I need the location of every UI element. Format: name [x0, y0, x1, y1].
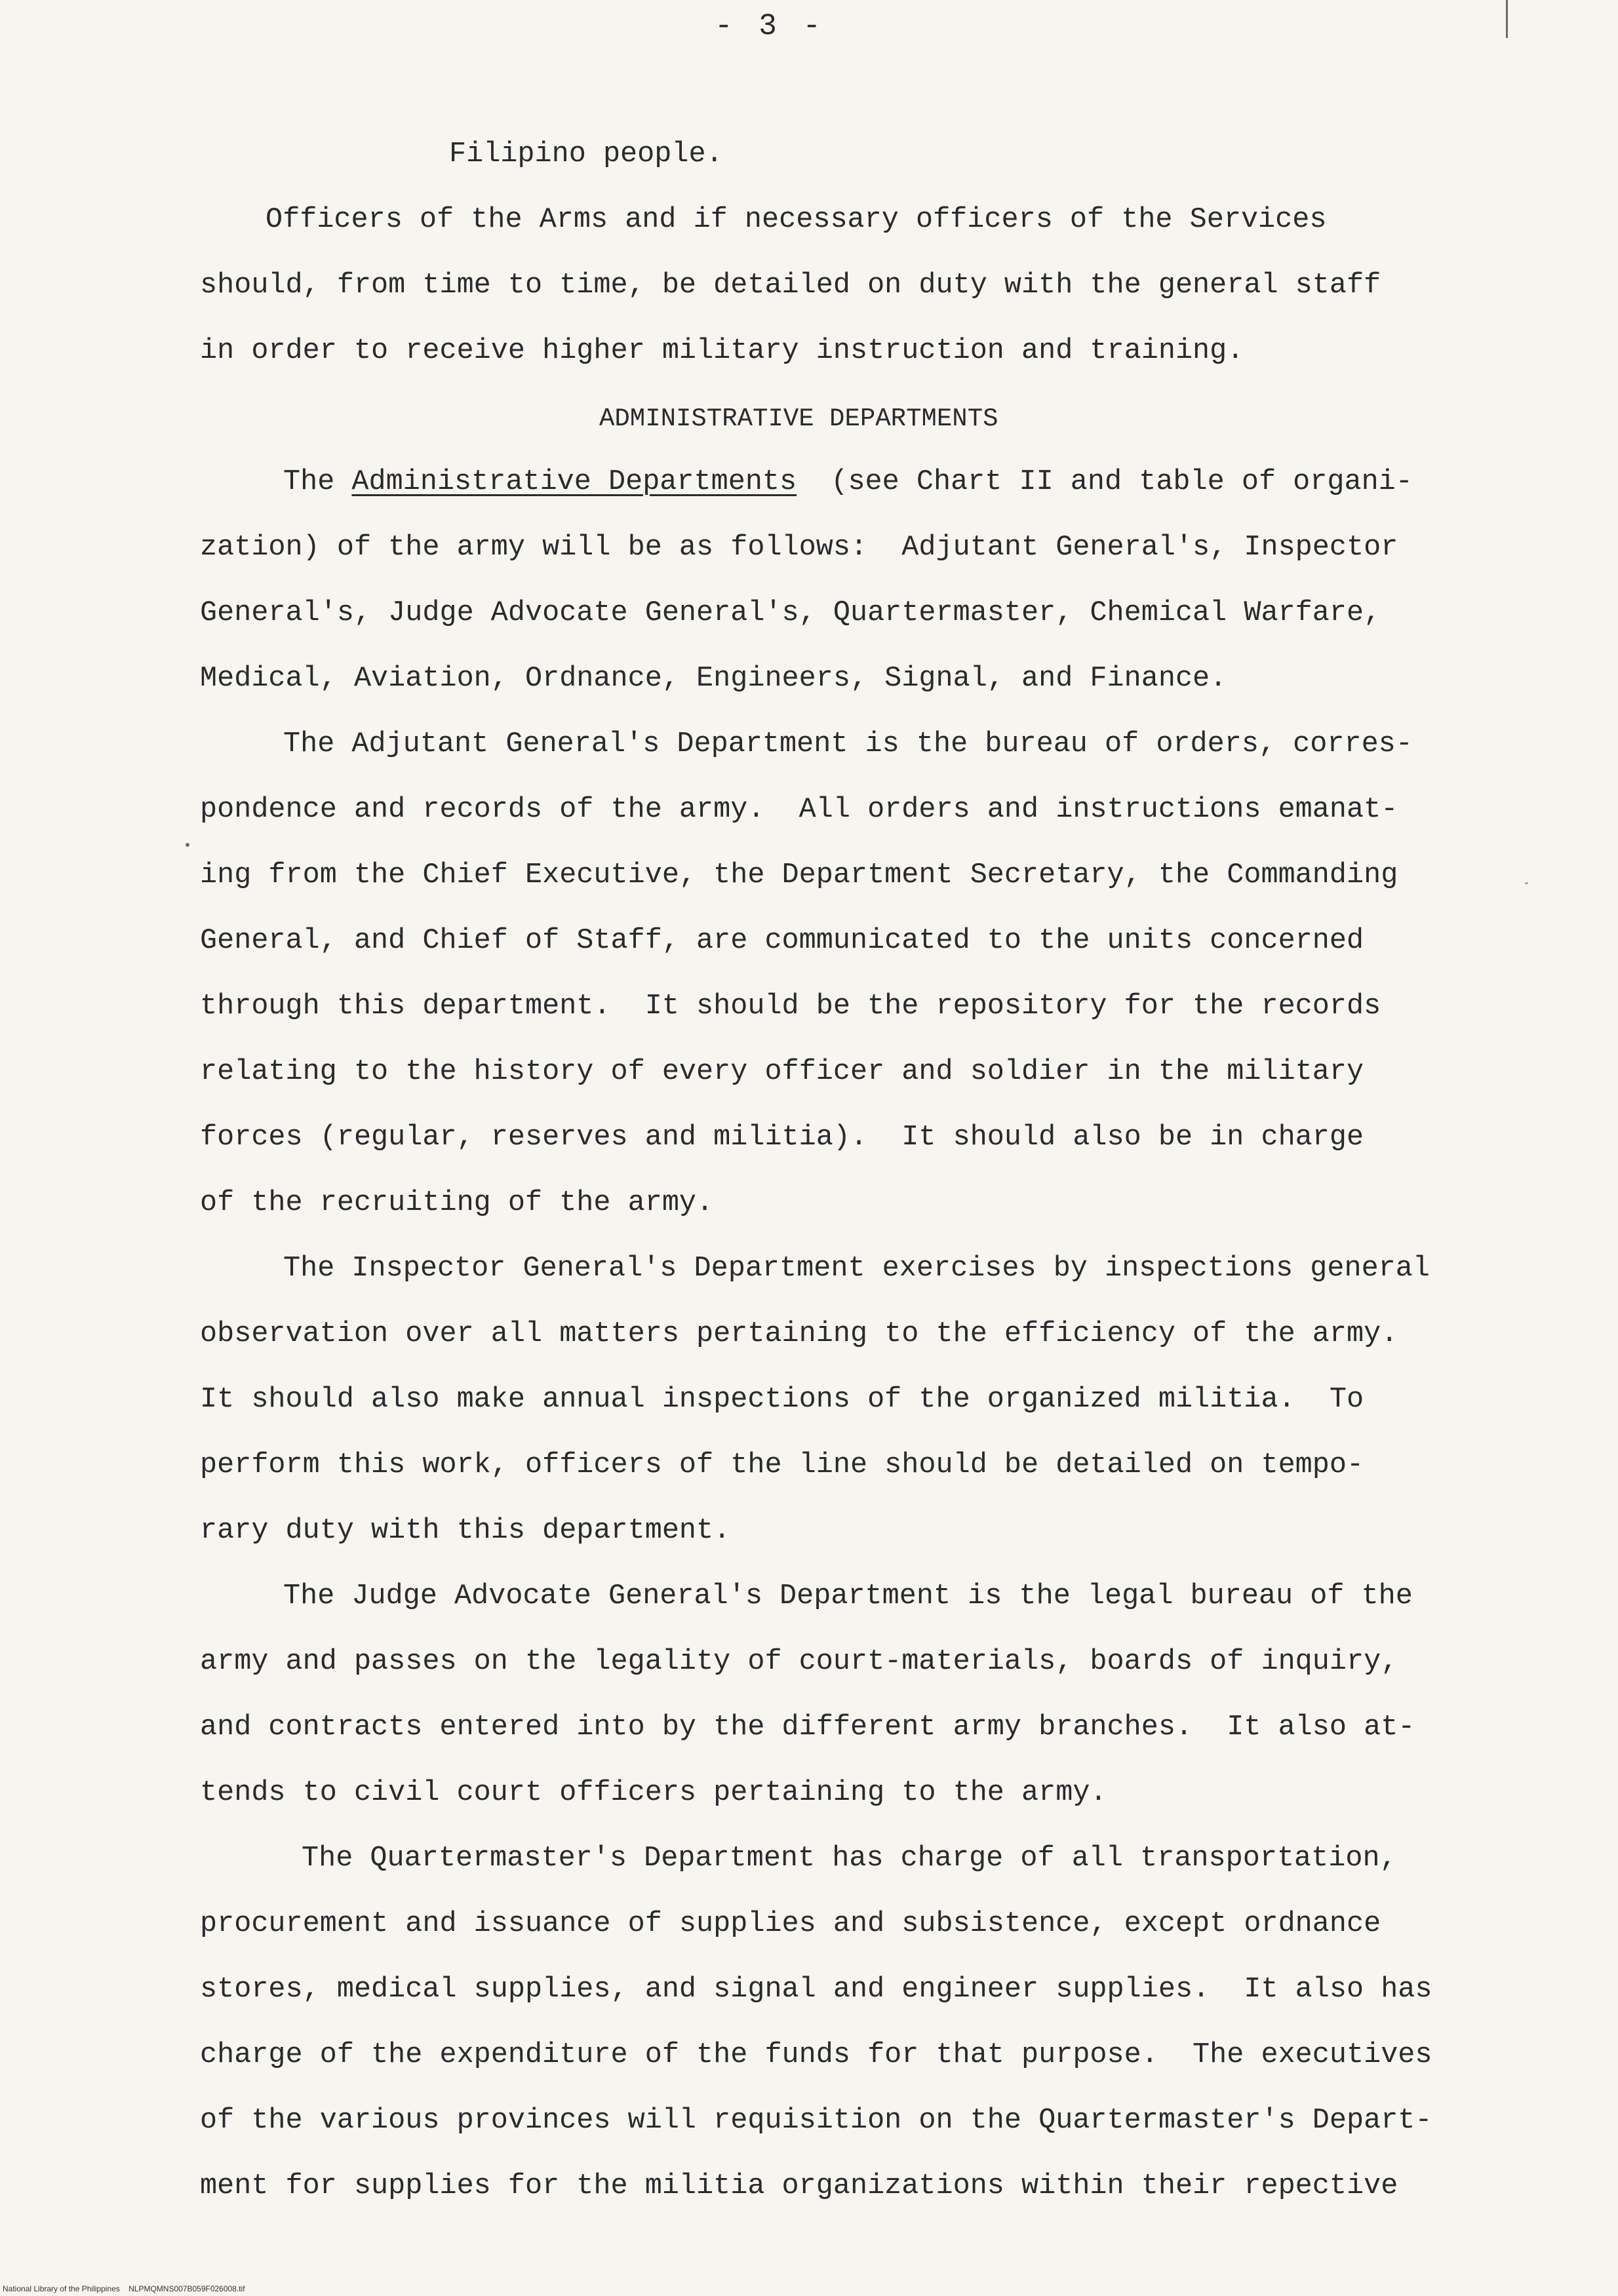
text-line: of the recruiting of the army.	[200, 1187, 714, 1219]
archive-footer: National Library of the Philippines NLPMQMNS007B059F026008.tif	[3, 2284, 245, 2293]
text-fragment: (see Chart II and table of organi-	[797, 466, 1413, 498]
paper-speck	[1525, 882, 1528, 884]
text-line: The Quartermaster's Department has charge of all transportation,	[302, 1842, 1397, 1875]
text-line: The Judge Advocate General's Department is the legal bureau of the	[283, 1580, 1413, 1612]
text-line: pondence and records of the army. All orders and instructions emanat-	[200, 794, 1398, 826]
text-line: Officers of the Arms and if necessary officers of the Services	[266, 204, 1327, 236]
text-line: The Adjutant General's Department is the bureau of orders, corres-	[283, 728, 1413, 760]
text-line: perform this work, officers of the line should be detailed on tempo-	[200, 1449, 1364, 1481]
text-line: relating to the history of every officer and soldier in the military	[200, 1056, 1364, 1088]
text-line: Filipino people.	[449, 138, 723, 170]
page-number: - 3 -	[715, 9, 825, 43]
text-line: forces (regular, reserves and militia). It should also be in charge	[200, 1121, 1364, 1154]
text-line: rary duty with this department.	[200, 1515, 731, 1547]
text-fragment: The	[283, 466, 352, 498]
text-line: Medical, Aviation, Ordnance, Engineers, Signal, and Finance.	[200, 663, 1227, 695]
text-line: zation) of the army will be as follows: Adjutant General's, Inspector	[200, 532, 1398, 564]
underlined-term: Administrative Departments	[351, 466, 797, 498]
text-line: through this department. It should be the repository for the records	[200, 990, 1381, 1022]
text-line: charge of the expenditure of the funds for that purpose. The executives	[200, 2039, 1432, 2071]
text-line: tends to civil court officers pertaining to the army.	[200, 1777, 1107, 1809]
text-line	[283, 468, 1413, 497]
section-heading: ADMINISTRATIVE DEPARTMENTS	[599, 404, 998, 433]
text-line: army and passes on the legality of court-materials, boards of inquiry,	[200, 1646, 1398, 1678]
paper-speck	[186, 843, 189, 847]
text-line: General, and Chief of Staff, are communicated to the units concerned	[200, 925, 1364, 957]
text-line: It should also make annual inspections of the organized militia. To	[200, 1384, 1364, 1416]
text-line: and contracts entered into by the different army branches. It also at-	[200, 1711, 1415, 1743]
text-line: should, from time to time, be detailed on duty with the general staff	[200, 269, 1381, 302]
text-line: of the various provinces will requisition on the Quartermaster's Depart-	[200, 2105, 1432, 2137]
text-line: ing from the Chief Executive, the Department Secretary, the Commanding	[200, 859, 1398, 891]
text-line: ment for supplies for the militia organizations within their repective	[200, 2170, 1398, 2202]
text-line: observation over all matters pertaining to the efficiency of the army.	[200, 1318, 1398, 1350]
text-line: stores, medical supplies, and signal and engineer supplies. It also has	[200, 1974, 1432, 2006]
text-line: in order to receive higher military instruction and training.	[200, 335, 1244, 367]
text-line: The Inspector General's Department exercises by inspections general	[283, 1253, 1430, 1285]
page-edge-line	[1506, 0, 1508, 38]
text-line: General's, Judge Advocate General's, Quartermaster, Chemical Warfare,	[200, 597, 1381, 629]
text-line: procurement and issuance of supplies and subsistence, except ordnance	[200, 1908, 1381, 1940]
